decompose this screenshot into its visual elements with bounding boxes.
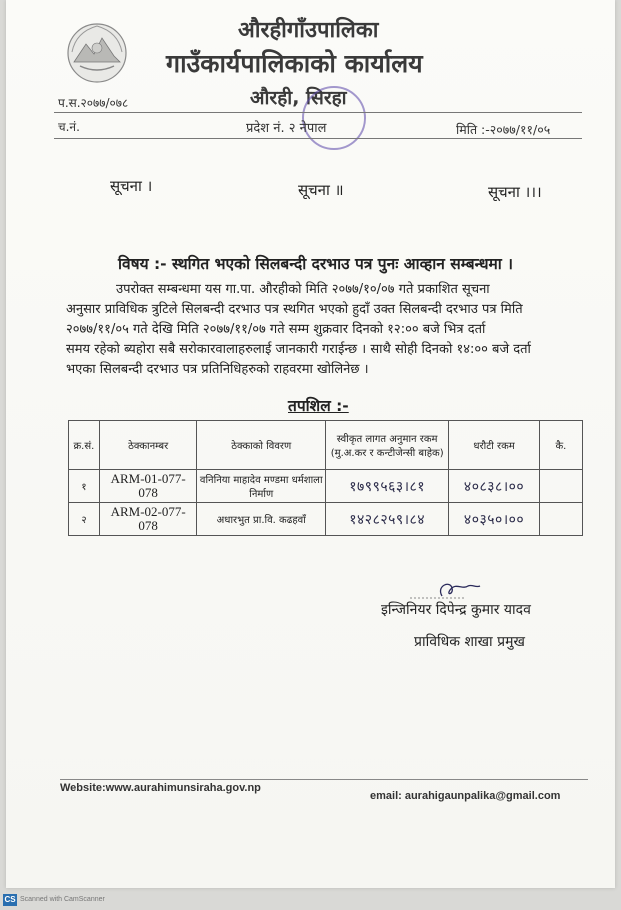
body-line: अनुसार प्राविधिक त्रुटिले सिलबन्दी दरभाउ पत्र स्थगित भएको हुदाँ उक्त सिलबन्दी दरभाउ पत्र मिति bbox=[66, 302, 523, 317]
province-label: प्रदेश नं. २ नेपाल bbox=[246, 121, 327, 136]
camscanner-logo-icon: CS bbox=[4, 895, 16, 904]
cell-remarks bbox=[539, 503, 582, 536]
cell-deposit: ४०३५०।०० bbox=[449, 503, 539, 536]
notice-title-1: सूचना । bbox=[110, 177, 153, 195]
signatory-name: इन्जिनियर दिपेन्द्र कुमार यादव bbox=[381, 602, 531, 618]
scanner-watermark: Scanned with CamScanner bbox=[20, 896, 105, 903]
body-line: समय रहेको ब्यहोरा सबै सरोकारवालाहरुलाई जानकारी गराईन्छ । साथै सोही दिनको १४:०० बजे दर्ता bbox=[66, 342, 531, 357]
municipality-name: औरहीगाँउपालिका bbox=[238, 18, 379, 43]
details-heading: तपशिल :- bbox=[288, 397, 349, 415]
table-row bbox=[69, 470, 583, 503]
cell-description: अधारभुत प्रा.वि. कढहवाँ bbox=[197, 503, 326, 536]
nepal-emblem-icon bbox=[66, 22, 128, 84]
tender-table bbox=[68, 420, 583, 536]
cell-estimate: १७९९५६३।८१ bbox=[325, 470, 448, 503]
cell-deposit: ४०८३८।०० bbox=[449, 470, 539, 503]
col-header-description: ठेक्काको विवरण bbox=[197, 421, 326, 470]
col-header-deposit: धरौटी रकम bbox=[449, 421, 539, 470]
header-divider-top bbox=[54, 112, 582, 113]
cell-sn: २ bbox=[69, 503, 100, 536]
cell-description: वनिनिया माहादेव मण्डमा धर्मशाला निर्माण bbox=[197, 470, 326, 503]
col-header-estimate: स्वीकृत लागत अनुमान रकम (मु.अ.कर र कन्टीजेन्सी बाहेक) bbox=[325, 421, 448, 470]
office-name: गाउँकार्यपालिकाको कार्यालय bbox=[166, 49, 423, 78]
body-line: भएका सिलबन्दी दरभाउ पत्र प्रतिनिधिहरुको राहवरमा खोलिनेछ । bbox=[66, 362, 369, 377]
cell-estimate: १४२८२५९।८४ bbox=[325, 503, 448, 536]
cell-remarks bbox=[539, 470, 582, 503]
reference-number: प.स.२०७७/०७८ bbox=[58, 96, 129, 110]
notice-subject: विषय :- स्थगित भएको सिलबन्दी दरभाउ पत्र पुनः आव्हान सम्बन्धमा । bbox=[118, 255, 514, 273]
cell-contract-no: ARM-02-077-078 bbox=[99, 503, 197, 536]
header-divider-bottom bbox=[54, 138, 582, 139]
notice-title-3: सूचना ।।। bbox=[488, 183, 542, 201]
table-header-row bbox=[69, 421, 583, 470]
col-header-sn: क्र.सं. bbox=[69, 421, 100, 470]
cell-contract-no: ARM-01-077-078 bbox=[99, 470, 197, 503]
body-line: २०७७/११/०५ गते देखि मिति २०७७/११/०७ गते सम्म शुक्रवार दिनको १२:०० बजे भित्र दर्ता bbox=[66, 322, 486, 337]
document-page bbox=[6, 0, 615, 888]
notice-body bbox=[66, 280, 586, 380]
footer-website: Website:www.aurahimunsiraha.gov.np bbox=[60, 782, 261, 794]
office-location: औरही, सिरहा bbox=[250, 87, 347, 109]
footer-email: email: aurahigaunpalika@gmail.com bbox=[370, 790, 561, 802]
body-line: उपरोक्त सम्बन्धमा यस गा.पा. औरहीको मिति २०७७/१०/०७ गते प्रकाशित सूचना bbox=[116, 282, 490, 297]
col-header-remarks: कै. bbox=[539, 421, 582, 470]
signatory-title: प्राविधिक शाखा प्रमुख bbox=[414, 634, 525, 650]
table-row bbox=[69, 503, 583, 536]
footer-divider bbox=[60, 779, 588, 780]
col-header-contract-no: ठेक्कानम्बर bbox=[99, 421, 197, 470]
cell-sn: १ bbox=[69, 470, 100, 503]
notice-title-2: सूचना ॥ bbox=[298, 181, 344, 199]
dispatch-number: च.नं. bbox=[58, 120, 80, 134]
letter-date: मिति :-२०७७/११/०५ bbox=[456, 122, 551, 137]
